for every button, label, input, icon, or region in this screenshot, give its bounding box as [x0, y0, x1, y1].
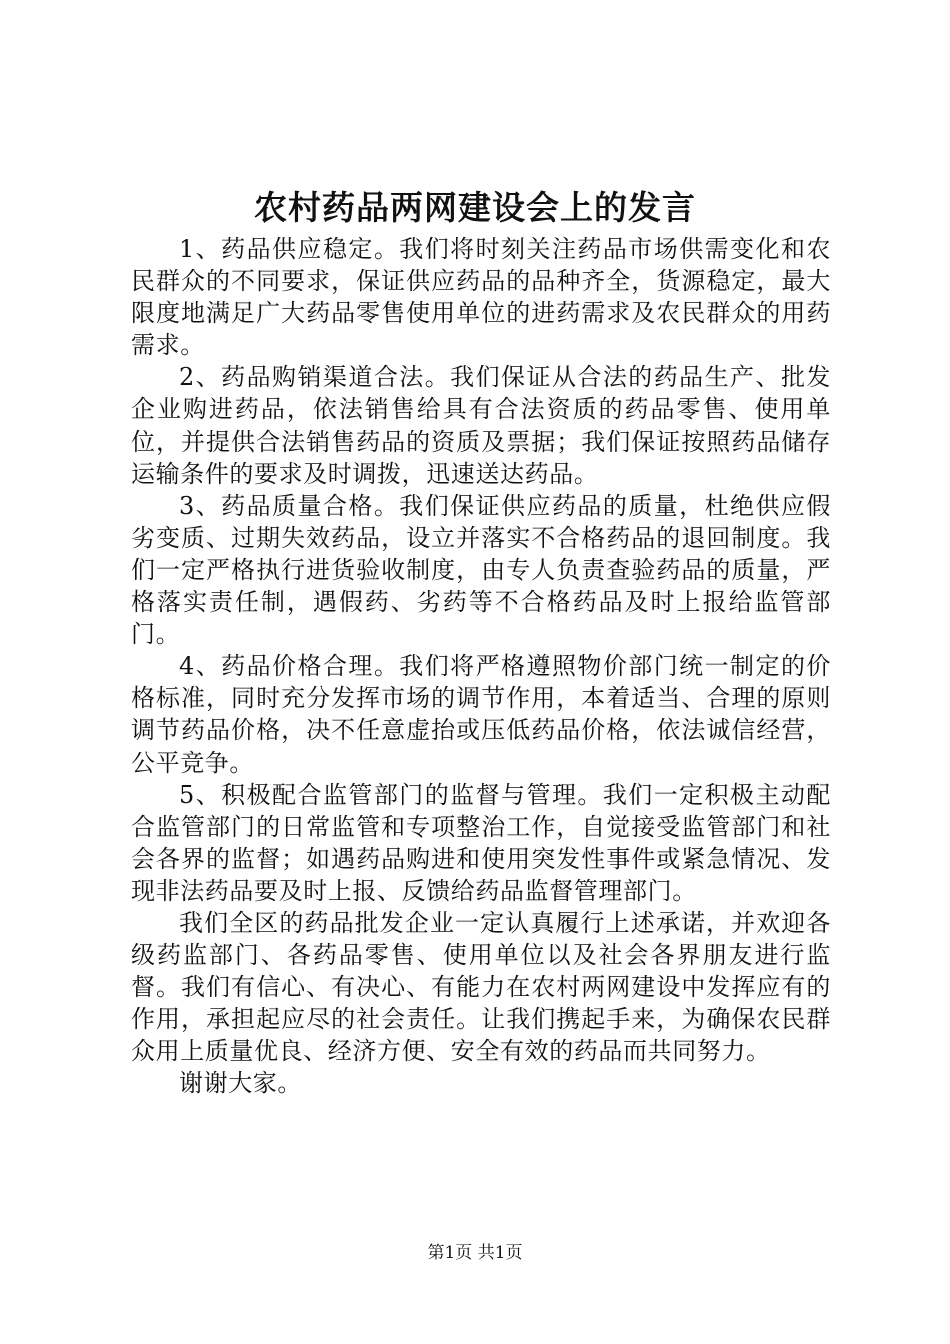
paragraph-thanks: 谢谢大家。	[179, 1069, 302, 1098]
page-footer: 第1页 共1页	[427, 1243, 523, 1263]
paragraph-pricing: 4、药品价格合理。我们将严格遵照物价部门统一制定的价格标准，同时充分发挥市场的调节作用，本着适当、合理的原则调节药品价格，决不任意虚抬或压低药品价格，依法诚信经营，公平竞争。	[131, 652, 831, 777]
paragraph-legal-channels: 2、药品购销渠道合法。我们保证从合法的药品生产、批发企业购进药品，依法销售给具有合法资质的药品零售、使用单位，并提供合法销售药品的资质及票据；我们保证按照药品储存运输条件的要求及时调拨，迅速送达药品。	[131, 363, 831, 488]
paragraph-quality: 3、药品质量合格。我们保证供应药品的质量，杜绝供应假劣变质、过期失效药品，设立并落实不合格药品的退回制度。我们一定严格执行进货验收制度，由专人负责查验药品的质量，严格落实责任制，遇假药、劣药等不合格药品及时上报给监管部门。	[131, 491, 831, 649]
paragraph-supply-stability: 1、药品供应稳定。我们将时刻关注药品市场供需变化和农民群众的不同要求，保证供应药品的品种齐全，货源稳定，最大限度地满足广大药品零售使用单位的进药需求及农民群众的用药需求。	[131, 235, 831, 360]
paragraph-supervision: 5、积极配合监管部门的监督与管理。我们一定积极主动配合监管部门的日常监管和专项整治工作，自觉接受监管部门和社会各界的监督；如遇药品购进和使用突发性事件或紧急情况、发现非法药品要及时上报、反馈给药品监督管理部门。	[131, 780, 831, 905]
document-body	[131, 233, 831, 1100]
paragraph-commitment: 我们全区的药品批发企业一定认真履行上述承诺，并欢迎各级药监部门、各药品零售、使用单位以及社会各界朋友进行监督。我们有信心、有决心、有能力在农村两网建设中发挥应有的作用，承担起应尽的社会责任。让我们携起手来，为确保农民群众用上质量优良、经济方便、安全有效的药品而共同努力。	[131, 908, 831, 1066]
document-title: 农村药品两网建设会上的发言	[254, 188, 696, 227]
